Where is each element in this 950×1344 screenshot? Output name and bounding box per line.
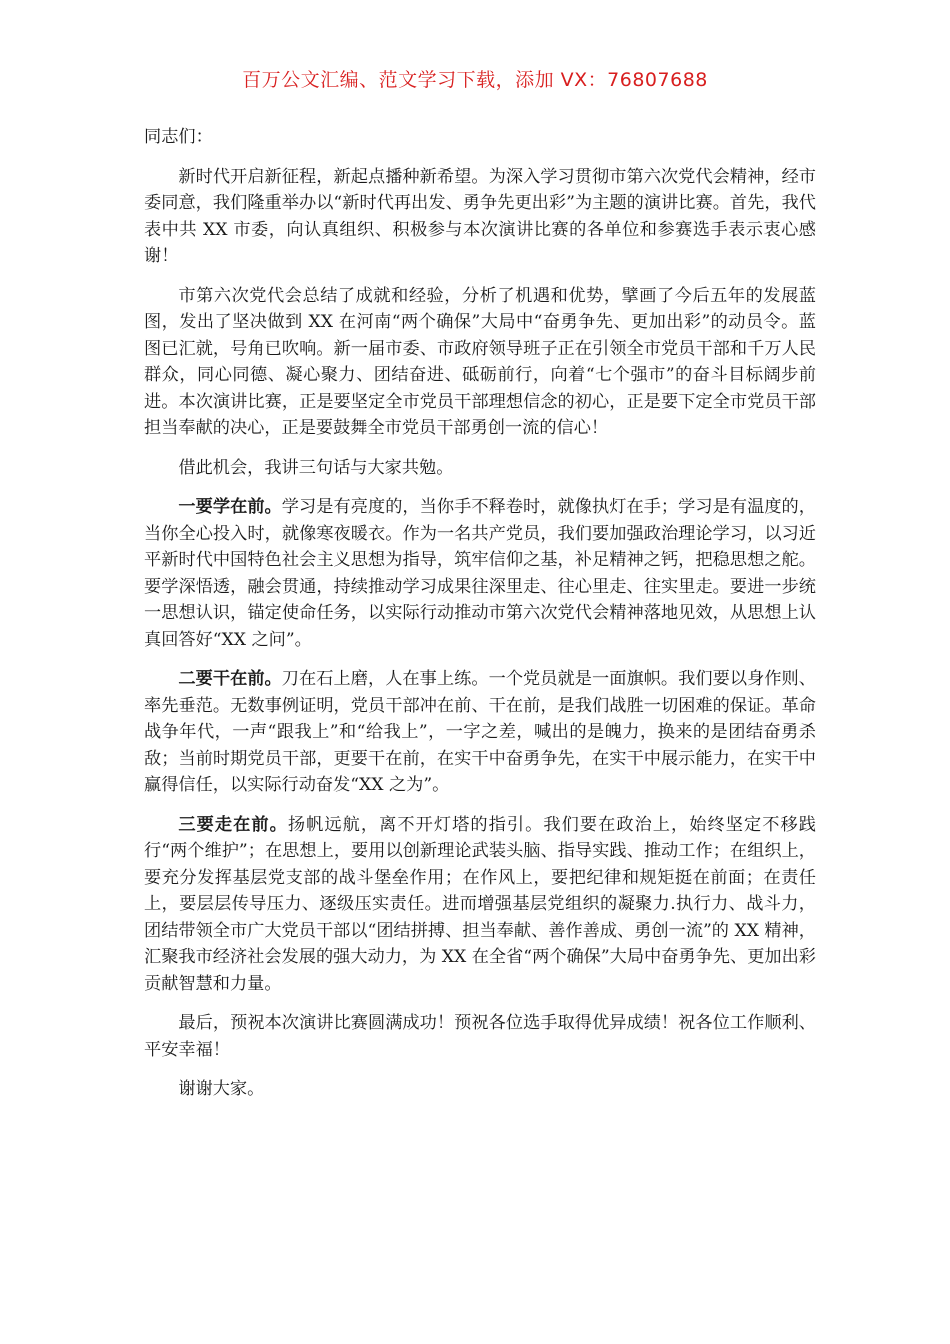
header-banner: 百万公文汇编、范文学习下载，添加 VX：76807688 [242, 69, 708, 91]
point-two-heading: 二要干在前。 [178, 669, 282, 689]
point-two-text: 刀在石上磨，人在事上练。一个党员就是一面旗帜。我们要以身作则、率先垂范。无数事例证明，党员干部冲在前、干在前，是我们战胜一切困难的保证。革命战争年代，一声“跟我上”和“给我上”，一字之差，喊出的是魄力，换来的是团结奋勇杀敌；当前时期党员干部，更要干在前，在实干中奋勇争先，在实干中展示能力，在实干中赢得信任，以实际行动奋发“XX 之为”。 [144, 669, 816, 795]
paragraph-point-three [144, 812, 816, 998]
speech-body [144, 124, 816, 1116]
point-three-heading: 三要走在前。 [178, 814, 288, 835]
paragraph-thanks: 谢谢大家。 [178, 1079, 265, 1099]
point-one-heading: 一要学在前。 [178, 497, 282, 517]
paragraph-transition: 借此机会，我讲三句话与大家共勉。 [178, 457, 454, 478]
paragraph-closing-wishes: 最后，预祝本次演讲比赛圆满成功！预祝各位选手取得优异成绩！祝各位工作顺利、平安幸福！ [144, 1013, 816, 1060]
point-one-text: 学习是有亮度的，当你手不释卷时，就像执灯在手；学习是有温度的，当你全心投入时，就像寒夜暖衣。作为一名共产党员，我们要加强政治理论学习，以习近平新时代中国特色社会主义思想为指导，筑牢信仰之基，补足精神之钙，把稳思想之舵。要学深悟透，融会贯通，持续推动学习成果往深里走、往心里走、往实里走。要进一步统一思想认识，锚定使命任务，以实际行动推动市第六次党代会精神落地见效，从思想上认真回答好“XX 之问”。 [144, 497, 816, 650]
paragraph-intro: 新时代开启新征程，新起点播种新希望。为深入学习贯彻市第六次党代会精神，经市委同意，我们隆重举办以“新时代再出发、勇争先更出彩”为主题的演讲比赛。首先，我代表中共 XX 市委，向认真组织、积极参与本次演讲比赛的各单位和参赛选手表示衷心感谢！ [144, 166, 816, 266]
paragraph-point-one [144, 494, 816, 653]
paragraph-point-two [144, 666, 816, 799]
point-three-text: 扬帆远航，离不开灯塔的指引。我们要在政治上，始终坚定不移践行“两个维护”；在思想上，要用以创新理论武装头脑、指导实践、推动工作；在组织上，要充分发挥基层党支部的战斗堡垒作用；在作风上，要把纪律和规矩挺在前面；在责任上，要层层传导压力、逐级压实责任。进而增强基层党组织的凝聚力.执行力、战斗力，团结带领全市广大党员干部以“团结拼搏、担当奉献、善作善成、勇创一流”的 XX 精神，汇聚我市经济社会发展的强大动力，为 XX 在全省“两个确保”大局中奋勇争先、更加出彩贡献智慧和力量。 [144, 814, 816, 994]
paragraph-congress-summary: 市第六次党代会总结了成就和经验，分析了机遇和优势，擘画了今后五年的发展蓝图，发出了坚决做到 XX 在河南“两个确保”大局中“奋勇争先、更加出彩”的动员令。蓝图已汇就，号角已吹响。新一届市委、市政府领导班子正在引领全市党员干部和千万人民群众，同心同德、凝心聚力、团结奋进、砥砺前行，向着“七个强市”的奋斗目标阔步前进。本次演讲比赛，正是要坚定全市党员干部理想信念的初心，正是要下定全市党员干部担当奉献的决心，正是要鼓舞全市党员干部勇创一流的信心！ [144, 285, 816, 438]
salutation: 同志们： [144, 127, 213, 147]
